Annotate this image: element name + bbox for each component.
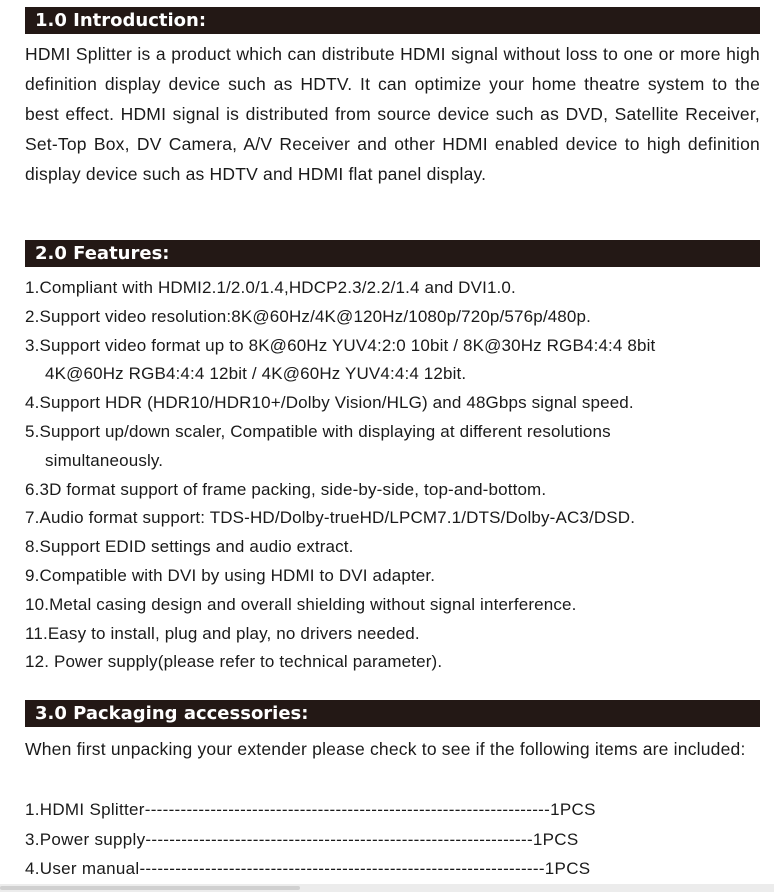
feature-item (25, 533, 770, 562)
feature-text: 8.Support EDID settings and audio extract. (25, 537, 354, 557)
packaging-intro: When first unpacking your extender please check to see if the following items are included: (25, 739, 746, 759)
feature-text: 5.Support up/down scaler, Compatible with displaying at different resolutions (25, 421, 611, 441)
introduction-heading: 1.0 Introduction: (25, 7, 760, 34)
feature-text-continued: 4K@60Hz RGB4:4:4 12bit / 4K@60Hz YUV4:4:4 12bit. (45, 364, 467, 384)
features-list (25, 274, 770, 677)
feature-item (25, 303, 770, 332)
feature-item (25, 389, 770, 418)
feature-text: 2.Support video resolution:8K@60Hz/4K@120Hz/1080p/720p/576p/480p. (25, 306, 591, 326)
scrollbar-thumb[interactable] (0, 886, 300, 890)
packaging-heading: 3.0 Packaging accessories: (25, 700, 760, 727)
feature-text-continued: simultaneously. (45, 450, 164, 470)
feature-item (25, 620, 770, 649)
feature-text: 3.Support video format up to 8K@60Hz YUV4:2:0 10bit / 8K@30Hz RGB4:4:4 8bit (25, 335, 656, 355)
package-item: 3.Power supply-----------------------------------------------------------------1PCS (25, 829, 579, 849)
feature-item (25, 274, 770, 303)
feature-item (25, 648, 770, 677)
packaging-list (25, 795, 770, 884)
feature-text: 10.Metal casing design and overall shielding without signal interference. (25, 594, 577, 614)
feature-item (25, 476, 770, 505)
horizontal-scrollbar[interactable] (0, 884, 774, 892)
feature-item (25, 591, 770, 620)
features-heading: 2.0 Features: (25, 240, 760, 267)
feature-text: 11.Easy to install, plug and play, no drivers needed. (25, 623, 420, 643)
introduction-paragraph: HDMI Splitter is a product which can distribute HDMI signal without loss to one or more high definition display device such as HDTV. It can optimize your home theatre system to the best effect. HDMI signal is distributed from source device such as DVD, Satellite Receiver, Set-Top Box, DV Camera, A/V Receiver and other HDMI enabled device to high definition display device such as HDTV and HDMI flat panel display. (25, 44, 760, 184)
feature-text: 12. Power supply(please refer to technical parameter). (25, 652, 443, 672)
feature-item (25, 562, 770, 591)
feature-item (25, 504, 770, 533)
feature-text: 9.Compatible with DVI by using HDMI to DVI adapter. (25, 565, 436, 585)
feature-item (25, 418, 770, 476)
feature-text: 4.Support HDR (HDR10/HDR10+/Dolby Vision/HLG) and 48Gbps signal speed. (25, 393, 634, 413)
feature-text: 6.3D format support of frame packing, side-by-side, top-and-bottom. (25, 479, 547, 499)
feature-text: 1.Compliant with HDMI2.1/2.0/1.4,HDCP2.3/2.2/1.4 and DVI1.0. (25, 278, 516, 297)
feature-item (25, 332, 770, 390)
package-item: 1.HDMI Splitter--------------------------------------------------------------------1PCS (25, 800, 596, 819)
package-item: 4.User manual--------------------------------------------------------------------1PCS (25, 859, 591, 878)
feature-text: 7.Audio format support: TDS-HD/Dolby-trueHD/LPCM7.1/DTS/Dolby-AC3/DSD. (25, 508, 636, 528)
